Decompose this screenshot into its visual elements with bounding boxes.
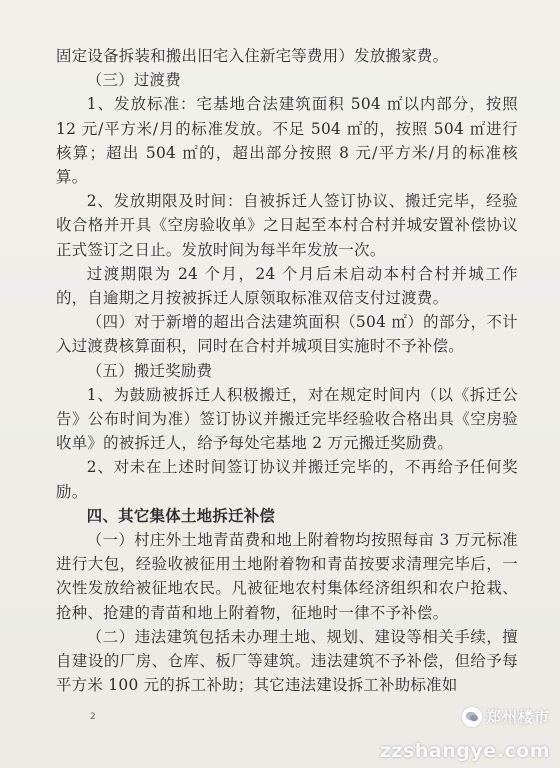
document-paragraph: （五）搬迁奖励费 xyxy=(86,361,213,380)
document-paragraph: （四）对于新增的超出合法建筑面积（504 ㎡）的部分，不计入过渡费核算面积，同时在合村并城项目实施时不予补偿。 xyxy=(56,313,518,356)
document-body xyxy=(56,44,518,697)
watermark-site-name: 郑州楼市 xyxy=(485,708,550,726)
site-watermark xyxy=(379,706,550,762)
document-paragraph: 固定设备拆装和搬出旧宅入住新宅等费用）发放搬家费。 xyxy=(56,47,449,65)
wechat-bubble-icon xyxy=(462,707,482,727)
document-paragraph: 1、发放标准：宅基地合法建筑面积 504 ㎡以内部分，按照12 元/平方米/月的标准发放。不足 504 ㎡的，按照 504 ㎡进行核算；超出 504 ㎡的，超出部分按照 8 元/平方米/月的标准核算。 xyxy=(56,95,518,187)
watermark-url: zzshangye.com xyxy=(379,740,550,762)
watermark-brand xyxy=(462,706,550,727)
document-paragraph: 1、为鼓励被拆迁人积极搬迁，对在规定时间内（以《拆迁公告》公布时间为准）签订协议并搬迁完毕经验收合格出具《空房验收单》的被拆迁人，给予每处宅基地 2 万元搬迁奖励费。 xyxy=(56,385,518,453)
section-heading: 四、其它集体土地拆迁补偿 xyxy=(86,506,276,525)
page-number: 2 xyxy=(90,712,96,722)
document-paragraph: （一）村庄外土地青苗费和地上附着物均按照每亩 3 万元标准进行大包，经验收被征用土地附着物和青苗按要求清理完毕后，一次性发放给被征地农民。凡被征地农村集体经济组织和农户抢栽、抢种、抢建的青苗和地上附着物，征地时一律不予补偿。 xyxy=(56,531,518,622)
document-paragraph: （二）违法建筑包括未办理土地、规划、建设等相关手续，擅自建设的厂房、仓库、板厂等建筑。违法建筑不予补偿，但给予每平方米 100 元的拆工补助；其它违法建设拆工补助标准如 xyxy=(56,627,518,695)
document-paragraph: （三）过渡费 xyxy=(86,71,181,90)
document-paragraph: 2、发放期限及时间：自被拆迁人签订协议、搬迁完毕，经验收合格并开具《空房验收单》之日起至本村合村并城安置补偿协议正式签订之日止。发放时间为每半年发放一次。 xyxy=(56,192,518,259)
document-paragraph: 2、对未在上述时间签订协议并搬迁完毕的，不再给予任何奖励。 xyxy=(56,458,518,501)
document-paragraph: 过渡期限为 24 个月，24 个月后未启动本村合村并城工作的，自逾期之月按被拆迁人原领取标准双倍支付过渡费。 xyxy=(56,264,518,308)
